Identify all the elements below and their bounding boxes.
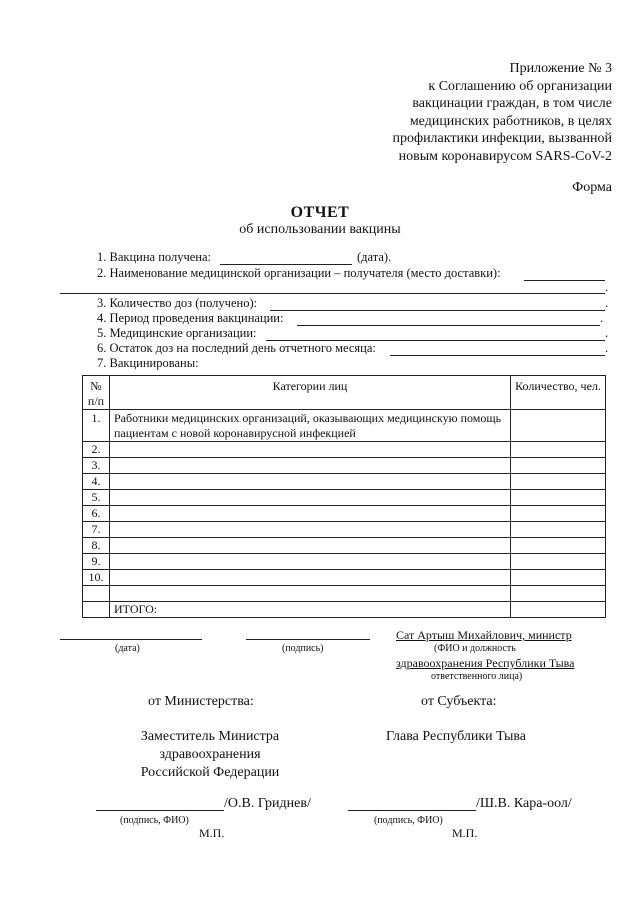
row-number: 9. (83, 554, 110, 570)
item-medical-organizations-label: 5. Медицинские организации: (97, 326, 257, 340)
item-vaccination-period-label: 4. Период проведения вакцинации: (97, 311, 284, 325)
header-category: Категории лиц (110, 376, 511, 410)
row-count-cell[interactable] (511, 474, 606, 490)
row-number-cell (83, 602, 110, 618)
ministry-signatory-name: /О.В. Гриднев/ (224, 796, 311, 811)
header-count: Количество, чел. (511, 376, 606, 410)
table-header-row (83, 376, 606, 410)
row-category-cell[interactable] (110, 490, 511, 506)
table-row (83, 538, 606, 554)
item-vaccine-received-label: 1. Вакцина получена: (97, 250, 212, 264)
row-count-cell[interactable] (511, 570, 606, 586)
row-number-cell (83, 586, 110, 602)
appendix-line: Приложение № 3 (509, 61, 612, 76)
ministry-position-line: Заместитель Министра (140, 729, 280, 744)
subject-signatory-name: /Ш.В. Кара-оол/ (476, 796, 572, 811)
date-signature-line[interactable] (60, 639, 202, 640)
report-subtitle: об использовании вакцины (239, 222, 401, 237)
table-row (83, 458, 606, 474)
row-category-cell[interactable] (110, 554, 511, 570)
responsible-signature-line[interactable] (246, 639, 370, 640)
organization-field-line2[interactable] (60, 293, 605, 294)
row-category-cell[interactable] (110, 458, 511, 474)
form-label: Форма (572, 180, 612, 195)
row-count-cell[interactable] (511, 538, 606, 554)
table-row (83, 490, 606, 506)
vaccination-period-field[interactable] (297, 325, 600, 326)
row-number: 10. (83, 570, 110, 586)
row-number: 8. (83, 538, 110, 554)
row-category-cell[interactable] (110, 506, 511, 522)
date-caption: (дата) (115, 643, 140, 654)
table-row (83, 410, 606, 442)
appendix-line: вакцинации граждан, в том числе (412, 96, 612, 111)
appendix-line: новым коронавирусом SARS-CoV-2 (398, 148, 612, 164)
row-count-cell[interactable] (511, 506, 606, 522)
row-count-cell[interactable] (511, 490, 606, 506)
appendix-line: профилактики инфекции, вызванной (392, 131, 612, 146)
row-category-cell[interactable] (110, 538, 511, 554)
responsible-official-position: здравоохранения Республики Тыва (396, 656, 575, 670)
vaccine-received-date-field[interactable] (220, 264, 352, 265)
table-row (83, 506, 606, 522)
appendix-header (330, 60, 612, 165)
organization-field[interactable] (524, 280, 605, 281)
line-end-dot: . (605, 280, 609, 294)
doses-remaining-field[interactable] (390, 355, 605, 356)
row-count-cell[interactable] (511, 586, 606, 602)
appendix-line: к Соглашению об организации (428, 78, 612, 94)
row-category: Работники медицинских организаций, оказывающих медицинскую помощь пациентам с новой коронавирусной инфекцией (110, 410, 511, 442)
item-doses-received-label: 3. Количество доз (получено): (97, 296, 258, 310)
item-vaccinated-label: 7. Вакцинированы: (97, 356, 199, 370)
row-category-cell[interactable] (110, 586, 511, 602)
header-number: № п/п (83, 376, 110, 410)
table-row (83, 554, 606, 570)
appendix-line: медицинских работников, в целях (409, 113, 612, 129)
item-organization-label: 2. Наименование медицинской организации – получателя (место доставки): (97, 266, 501, 280)
signature-caption: (подпись) (282, 643, 324, 654)
item-doses-remaining-label: 6. Остаток доз на последний день отчетного месяца: (97, 341, 376, 355)
table-total-row (83, 602, 606, 618)
table-row (83, 442, 606, 458)
ministry-header: от Министерства: (148, 694, 254, 709)
ministry-signature-caption: (подпись, ФИО) (120, 815, 189, 826)
ministry-stamp-label: М.П. (199, 826, 225, 840)
subject-header: от Субъекта: (421, 694, 497, 709)
row-number: 3. (83, 458, 110, 474)
table-row (83, 570, 606, 586)
row-category-cell[interactable] (110, 522, 511, 538)
line-end-dot: . (605, 341, 609, 355)
subject-signature-line[interactable] (348, 810, 476, 811)
official-caption: (ФИО и должность (434, 643, 516, 654)
responsible-official-name: Сат Артыш Михайлович, министр (396, 628, 572, 642)
subject-position: Глава Республики Тыва (386, 729, 527, 744)
subject-signature-caption: (подпись, ФИО) (374, 815, 443, 826)
row-count-cell[interactable] (511, 410, 606, 442)
item-vaccine-received-suffix: (дата). (357, 250, 392, 264)
row-count-cell[interactable] (511, 458, 606, 474)
line-end-dot: . (600, 311, 604, 325)
table-row (83, 522, 606, 538)
row-count-cell[interactable] (511, 442, 606, 458)
row-count-cell[interactable] (511, 554, 606, 570)
total-count-cell[interactable] (511, 602, 606, 618)
vaccinated-table (82, 375, 606, 618)
row-number: 5. (83, 490, 110, 506)
row-count-cell[interactable] (511, 522, 606, 538)
subject-stamp-label: М.П. (452, 826, 478, 840)
table-row (83, 586, 606, 602)
table-row (83, 474, 606, 490)
row-number: 6. (83, 506, 110, 522)
row-number: 7. (83, 522, 110, 538)
ministry-position-line: Российской Федерации (140, 765, 280, 780)
ministry-position-line: здравоохранения (159, 747, 261, 762)
official-caption: ответственного лица) (431, 671, 523, 682)
row-category-cell[interactable] (110, 474, 511, 490)
row-number: 4. (83, 474, 110, 490)
ministry-position (130, 728, 290, 782)
ministry-signature-line[interactable] (96, 810, 224, 811)
doses-received-field[interactable] (270, 310, 605, 311)
line-end-dot: . (605, 296, 609, 310)
row-number: 2. (83, 442, 110, 458)
row-number: 1. (83, 410, 110, 442)
row-category-cell[interactable] (110, 570, 511, 586)
row-category-cell[interactable] (110, 442, 511, 458)
total-label: ИТОГО: (110, 602, 511, 618)
line-end-dot: . (605, 326, 609, 340)
report-title: ОТЧЕТ (290, 204, 350, 221)
